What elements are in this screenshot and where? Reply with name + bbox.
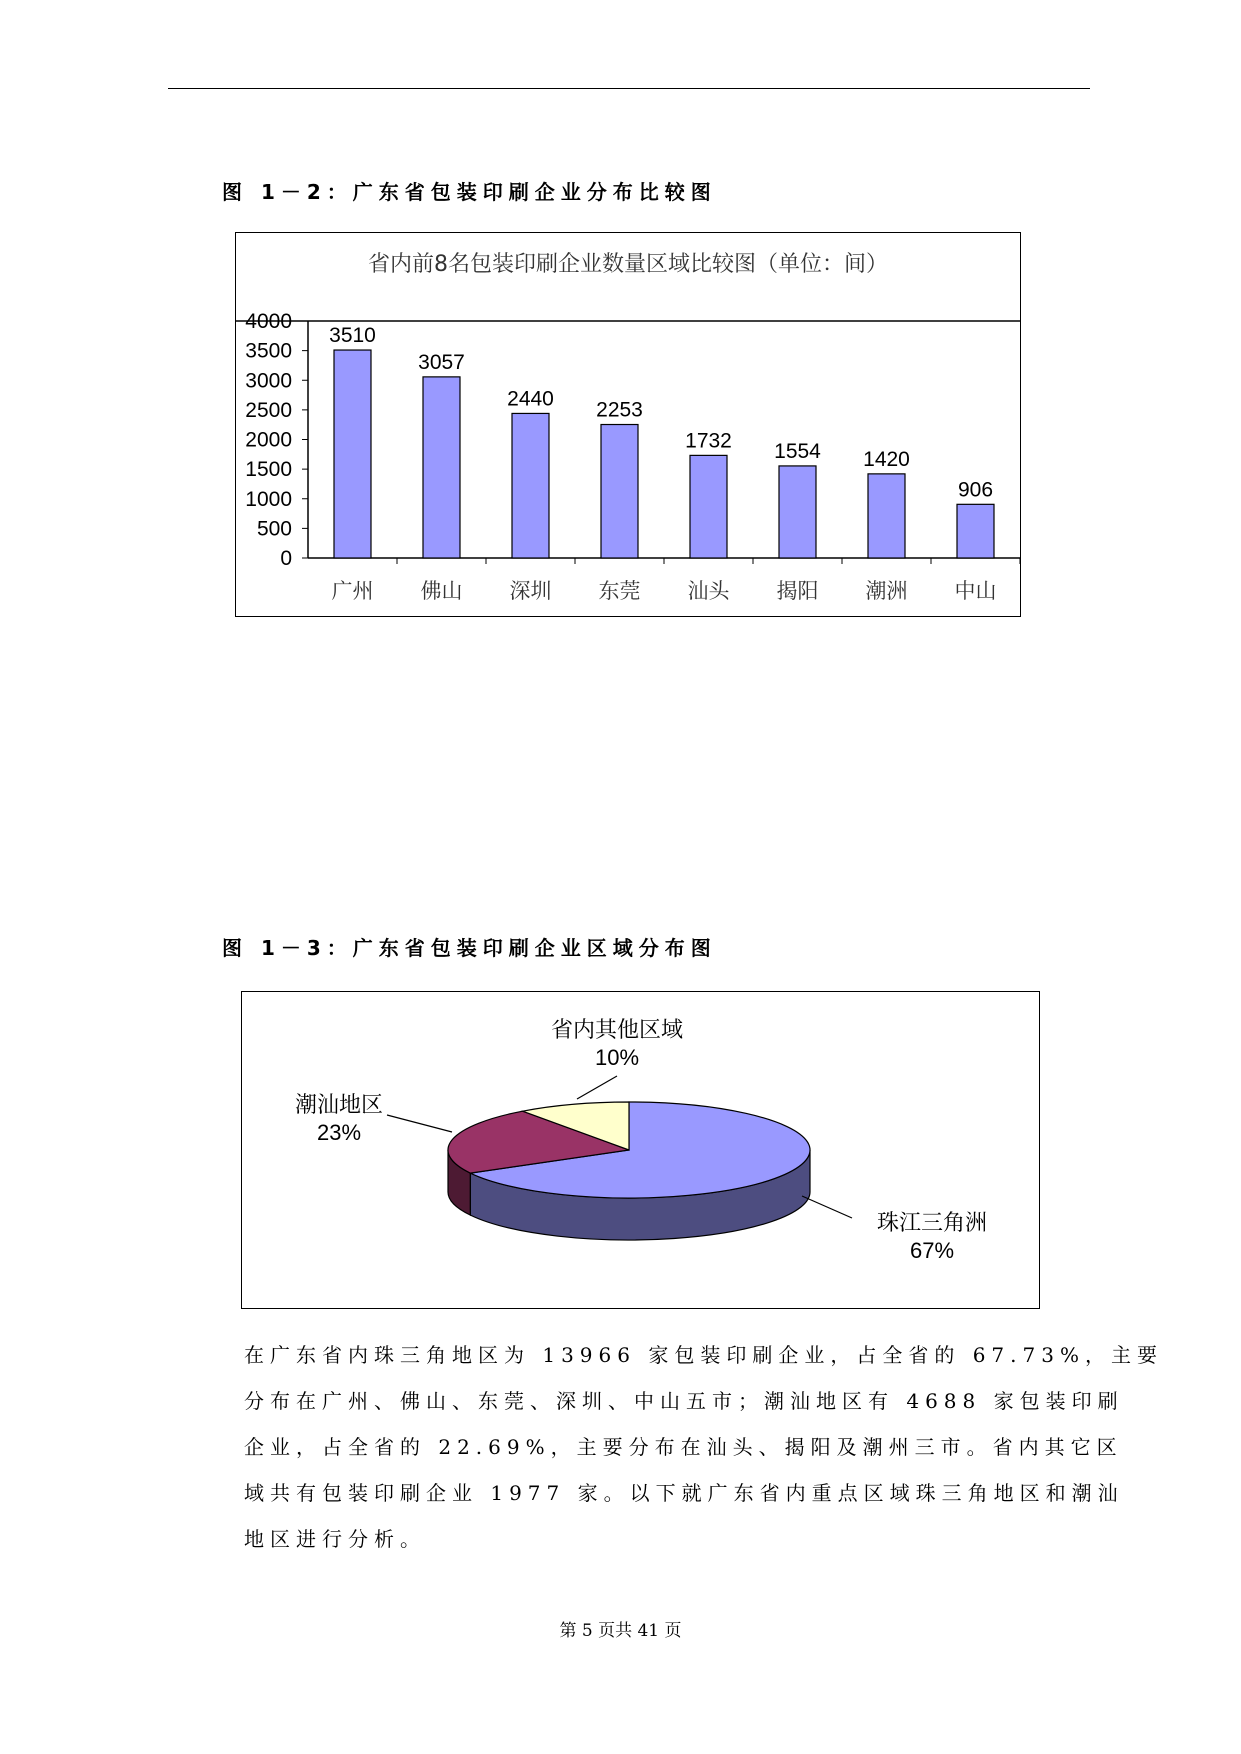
y-tick-label: 2000: [245, 428, 292, 452]
bar-chart-canvas: [236, 233, 1020, 616]
bar-value-label: 906: [957, 478, 994, 502]
x-category-label: 佛山: [420, 579, 463, 603]
pie-chart-canvas: [242, 992, 1039, 1308]
bar: [601, 425, 638, 558]
figure-1-3-caption: 图 1－3：广东省包装印刷企业区域分布图: [222, 936, 717, 960]
bar-value-label: 3057: [418, 350, 465, 374]
bar-chart-title: 省内前8名包装印刷企业数量区域比较图（单位：间）: [368, 252, 888, 277]
pie-slice-percent: 10%: [594, 1045, 640, 1070]
bar: [868, 474, 905, 558]
figure-1-2-caption: 图 1－2：广东省包装印刷企业分布比较图: [222, 180, 717, 204]
body-line: 企业，占全省的 22.69%，主要分布在汕头、揭阳及潮州三市。省内其它区: [244, 1435, 1123, 1459]
pie-slice-label: 省内其他区域: [550, 1017, 684, 1042]
pie-leader-line: [387, 1115, 452, 1132]
bar: [423, 377, 460, 558]
pie-slice-percent: 67%: [909, 1238, 955, 1263]
bar-value-label: 3510: [329, 324, 376, 348]
pie-leader-line: [802, 1196, 852, 1218]
body-line: 域共有包装印刷企业 1977 家。以下就广东省内重点区域珠三角地区和潮汕: [244, 1481, 1124, 1505]
y-tick-label: 1500: [245, 458, 292, 482]
bar-value-label: 1420: [863, 447, 910, 471]
pie-chart: [241, 991, 1040, 1309]
bar-chart: [235, 232, 1021, 617]
body-line: 在广东省内珠三角地区为 13966 家包装印刷企业，占全省的 67.73%，主要: [244, 1343, 1163, 1367]
pie-slice-percent: 23%: [316, 1120, 362, 1145]
bar-value-label: 1554: [774, 439, 821, 463]
bar-value-label: 2253: [596, 398, 643, 422]
x-category-label: 揭阳: [776, 579, 819, 603]
pie-slice-label: 珠江三角洲: [876, 1210, 988, 1235]
bar: [334, 350, 371, 558]
body-line: 地区进行分析。: [244, 1527, 426, 1551]
x-category-label: 深圳: [509, 579, 552, 603]
header-rule: [168, 88, 1090, 89]
y-tick-label: 3000: [245, 369, 292, 393]
y-tick-label: 500: [256, 517, 292, 541]
x-category-label: 东莞: [598, 579, 641, 603]
pie-slice-label: 潮汕地区: [294, 1092, 384, 1117]
bar: [512, 413, 549, 558]
bar-value-label: 1732: [685, 429, 732, 453]
pie-group: [295, 1017, 987, 1263]
y-tick-label: 3500: [245, 339, 292, 363]
body-paragraph: [244, 1332, 1163, 1562]
x-category-label: 中山: [954, 579, 997, 603]
bar-value-label: 2440: [507, 387, 554, 411]
y-tick-label: 4000: [245, 310, 292, 333]
x-category-label: 汕头: [687, 579, 730, 603]
pie-leader-line: [577, 1076, 617, 1099]
body-line: 分布在广州、佛山、东莞、深圳、中山五市；潮汕地区有 4688 家包装印刷: [244, 1389, 1124, 1413]
y-tick-label: 2500: [245, 398, 292, 422]
y-tick-label: 0: [280, 547, 292, 570]
x-category-label: 广州: [331, 579, 374, 603]
bar: [690, 455, 727, 558]
x-category-label: 潮洲: [865, 579, 908, 603]
page-footer: 第 5 页共 41 页: [559, 1621, 682, 1641]
bar: [779, 466, 816, 558]
bar: [957, 504, 994, 558]
y-tick-label: 1000: [245, 487, 292, 511]
